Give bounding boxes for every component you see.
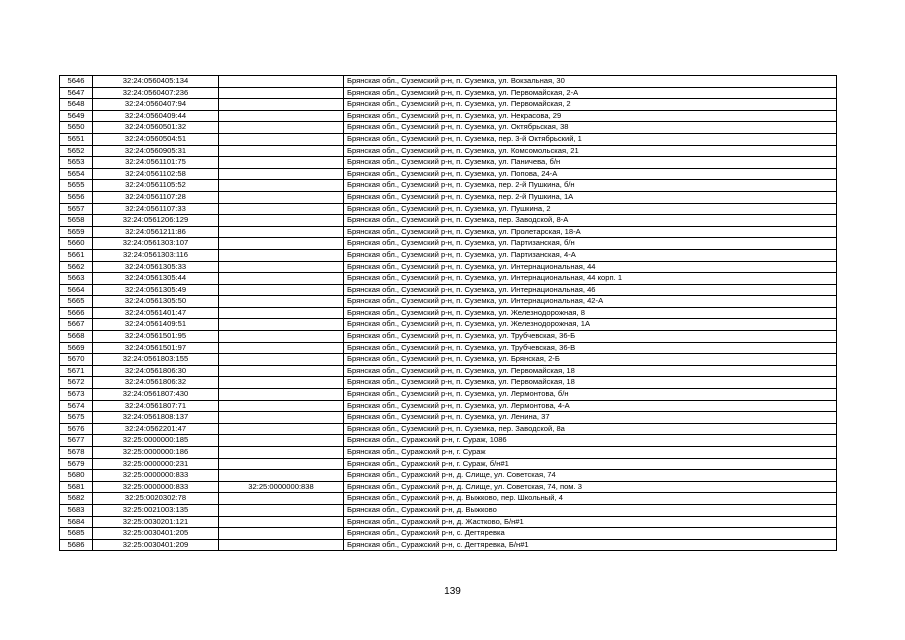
cadastral-number-cell: 32:24:0561807:430 [93, 389, 219, 401]
cadastral-number-cell: 32:24:0561807:71 [93, 400, 219, 412]
table-row [60, 412, 837, 424]
address-cell: Брянская обл., Суземский р-н, п. Суземка, пер. 3-й Октябрьский, 1 [344, 133, 837, 145]
row-number-cell: 5684 [60, 516, 93, 528]
related-cadastral-cell [219, 342, 344, 354]
related-cadastral-cell [219, 423, 344, 435]
cadastral-number-cell: 32:24:0561303:107 [93, 238, 219, 250]
address-cell: Брянская обл., Суражский р-н, г. Сураж [344, 447, 837, 459]
page-number: 139 [444, 586, 461, 597]
cadastral-number-cell: 32:25:0000000:231 [93, 458, 219, 470]
address-cell: Брянская обл., Суражский р-н, д. Выжково [344, 504, 837, 516]
row-number-cell: 5654 [60, 168, 93, 180]
row-number-cell: 5667 [60, 319, 93, 331]
table-row [60, 122, 837, 134]
related-cadastral-cell [219, 389, 344, 401]
row-number-cell: 5655 [60, 180, 93, 192]
row-number-cell: 5679 [60, 458, 93, 470]
related-cadastral-cell [219, 110, 344, 122]
row-number-cell: 5665 [60, 296, 93, 308]
table-row [60, 296, 837, 308]
row-number-cell: 5669 [60, 342, 93, 354]
row-number-cell: 5664 [60, 284, 93, 296]
related-cadastral-cell [219, 435, 344, 447]
address-cell: Брянская обл., Суземский р-н, п. Суземка, ул. Интернациональная, 46 [344, 284, 837, 296]
related-cadastral-cell [219, 296, 344, 308]
row-number-cell: 5653 [60, 157, 93, 169]
address-cell: Брянская обл., Суземский р-н, п. Суземка, ул. Интернациональная, 44 корп. 1 [344, 273, 837, 285]
related-cadastral-cell [219, 447, 344, 459]
row-number-cell: 5685 [60, 528, 93, 540]
address-cell: Брянская обл., Суземский р-н, п. Суземка, ул. Партизанская, 4-А [344, 249, 837, 261]
table-row [60, 435, 837, 447]
table-row [60, 504, 837, 516]
related-cadastral-cell [219, 319, 344, 331]
cadastral-number-cell: 32:25:0030401:205 [93, 528, 219, 540]
related-cadastral-cell [219, 122, 344, 134]
table-row [60, 110, 837, 122]
address-cell: Брянская обл., Суземский р-н, п. Суземка, ул. Первомайская, 18 [344, 377, 837, 389]
related-cadastral-cell [219, 377, 344, 389]
row-number-cell: 5656 [60, 191, 93, 203]
related-cadastral-cell [219, 516, 344, 528]
cadastral-number-cell: 32:24:0560407:94 [93, 99, 219, 111]
address-cell: Брянская обл., Суземский р-н, п. Суземка, ул. Первомайская, 18 [344, 365, 837, 377]
table-row [60, 284, 837, 296]
table-row [60, 226, 837, 238]
address-cell: Брянская обл., Суземский р-н, п. Суземка, пер. Заводской, 8-А [344, 215, 837, 227]
table-row [60, 481, 837, 493]
address-cell: Брянская обл., Суземский р-н, п. Суземка, ул. Попова, 24-А [344, 168, 837, 180]
address-cell: Брянская обл., Суражский р-н, д. Слище, ул. Советская, 74 [344, 470, 837, 482]
related-cadastral-cell [219, 470, 344, 482]
row-number-cell: 5647 [60, 87, 93, 99]
address-cell: Брянская обл., Суземский р-н, п. Суземка, пер. 2-й Пушкина, 1А [344, 191, 837, 203]
table-row [60, 133, 837, 145]
related-cadastral-cell [219, 528, 344, 540]
row-number-cell: 5662 [60, 261, 93, 273]
cadastral-number-cell: 32:24:0561803:155 [93, 354, 219, 366]
table-row [60, 354, 837, 366]
table-row [60, 458, 837, 470]
row-number-cell: 5680 [60, 470, 93, 482]
cadastral-number-cell: 32:25:0030201:121 [93, 516, 219, 528]
row-number-cell: 5663 [60, 273, 93, 285]
row-number-cell: 5651 [60, 133, 93, 145]
related-cadastral-cell [219, 331, 344, 343]
row-number-cell: 5658 [60, 215, 93, 227]
address-cell: Брянская обл., Суземский р-н, п. Суземка, ул. Интернациональная, 44 [344, 261, 837, 273]
table-row [60, 76, 837, 88]
cadastral-number-cell: 32:24:0561211:86 [93, 226, 219, 238]
table-row [60, 319, 837, 331]
related-cadastral-cell [219, 249, 344, 261]
cadastral-number-cell: 32:24:0561305:50 [93, 296, 219, 308]
cadastral-number-cell: 32:24:0561305:44 [93, 273, 219, 285]
row-number-cell: 5670 [60, 354, 93, 366]
property-table [59, 75, 837, 551]
cadastral-number-cell: 32:25:0000000:185 [93, 435, 219, 447]
address-cell: Брянская обл., Суражский р-н, г. Сураж, 1086 [344, 435, 837, 447]
row-number-cell: 5666 [60, 307, 93, 319]
table-row [60, 400, 837, 412]
row-number-cell: 5660 [60, 238, 93, 250]
row-number-cell: 5648 [60, 99, 93, 111]
address-cell: Брянская обл., Суражский р-н, д. Жастково, Б/н#1 [344, 516, 837, 528]
related-cadastral-cell [219, 238, 344, 250]
row-number-cell: 5683 [60, 504, 93, 516]
address-cell: Брянская обл., Суземский р-н, п. Суземка, ул. Ленина, 37 [344, 412, 837, 424]
table-row [60, 342, 837, 354]
related-cadastral-cell [219, 226, 344, 238]
related-cadastral-cell [219, 539, 344, 551]
address-cell: Брянская обл., Суражский р-н, г. Сураж, б/н#1 [344, 458, 837, 470]
address-cell: Брянская обл., Суземский р-н, п. Суземка, ул. Трубчевская, 36-В [344, 342, 837, 354]
table-row [60, 389, 837, 401]
cadastral-number-cell: 32:25:0021003:135 [93, 504, 219, 516]
row-number-cell: 5659 [60, 226, 93, 238]
cadastral-number-cell: 32:24:0561107:33 [93, 203, 219, 215]
table-row [60, 539, 837, 551]
related-cadastral-cell [219, 284, 344, 296]
row-number-cell: 5682 [60, 493, 93, 505]
cadastral-number-cell: 32:24:0561101:75 [93, 157, 219, 169]
table-row [60, 157, 837, 169]
cadastral-number-cell: 32:24:0561501:97 [93, 342, 219, 354]
row-number-cell: 5674 [60, 400, 93, 412]
cadastral-number-cell: 32:24:0561305:33 [93, 261, 219, 273]
cadastral-number-cell: 32:25:0000000:833 [93, 481, 219, 493]
address-cell: Брянская обл., Суземский р-н, п. Суземка, ул. Железнодорожная, 1А [344, 319, 837, 331]
cadastral-number-cell: 32:24:0561305:49 [93, 284, 219, 296]
cadastral-number-cell: 32:24:0561808:137 [93, 412, 219, 424]
related-cadastral-cell [219, 191, 344, 203]
table-row [60, 516, 837, 528]
table-row [60, 307, 837, 319]
cadastral-number-cell: 32:24:0561806:30 [93, 365, 219, 377]
row-number-cell: 5675 [60, 412, 93, 424]
table-row [60, 87, 837, 99]
related-cadastral-cell [219, 365, 344, 377]
address-cell: Брянская обл., Суземский р-н, п. Суземка, ул. Вокзальная, 30 [344, 76, 837, 88]
address-cell: Брянская обл., Суземский р-н, п. Суземка, ул. Паничева, б/н [344, 157, 837, 169]
address-cell: Брянская обл., Суземский р-н, п. Суземка, ул. Первомайская, 2-А [344, 87, 837, 99]
related-cadastral-cell [219, 307, 344, 319]
related-cadastral-cell [219, 493, 344, 505]
address-cell: Брянская обл., Суземский р-н, п. Суземка, ул. Интернациональная, 42-А [344, 296, 837, 308]
row-number-cell: 5652 [60, 145, 93, 157]
row-number-cell: 5676 [60, 423, 93, 435]
cadastral-number-cell: 32:24:0560504:51 [93, 133, 219, 145]
related-cadastral-cell [219, 458, 344, 470]
table-row [60, 365, 837, 377]
address-cell: Брянская обл., Суземский р-н, п. Суземка, ул. Комсомольская, 21 [344, 145, 837, 157]
related-cadastral-cell [219, 400, 344, 412]
table-row [60, 191, 837, 203]
related-cadastral-cell [219, 203, 344, 215]
cadastral-number-cell: 32:24:0561409:51 [93, 319, 219, 331]
related-cadastral-cell [219, 354, 344, 366]
related-cadastral-cell [219, 504, 344, 516]
cadastral-number-cell: 32:24:0562201:47 [93, 423, 219, 435]
address-cell: Брянская обл., Суземский р-н, п. Суземка, ул. Пушкина, 2 [344, 203, 837, 215]
cadastral-number-cell: 32:24:0561806:32 [93, 377, 219, 389]
row-number-cell: 5661 [60, 249, 93, 261]
row-number-cell: 5678 [60, 447, 93, 459]
related-cadastral-cell [219, 133, 344, 145]
cadastral-number-cell: 32:24:0560501:32 [93, 122, 219, 134]
table-row [60, 249, 837, 261]
table-row [60, 377, 837, 389]
cadastral-number-cell: 32:24:0561206:129 [93, 215, 219, 227]
address-cell: Брянская обл., Суражский р-н, д. Выжково, пер. Школьный, 4 [344, 493, 837, 505]
cadastral-number-cell: 32:24:0560405:134 [93, 76, 219, 88]
address-cell: Брянская обл., Суражский р-н, с. Дегтяревка [344, 528, 837, 540]
table-row [60, 99, 837, 111]
related-cadastral-cell [219, 76, 344, 88]
row-number-cell: 5672 [60, 377, 93, 389]
related-cadastral-cell [219, 157, 344, 169]
cadastral-number-cell: 32:24:0561105:52 [93, 180, 219, 192]
table-row [60, 238, 837, 250]
related-cadastral-cell [219, 412, 344, 424]
address-cell: Брянская обл., Суземский р-н, п. Суземка, ул. Октябрьская, 38 [344, 122, 837, 134]
cadastral-number-cell: 32:24:0560905:31 [93, 145, 219, 157]
table-row [60, 528, 837, 540]
related-cadastral-cell [219, 215, 344, 227]
address-cell: Брянская обл., Суземский р-н, п. Суземка, ул. Трубчевская, 36-Б [344, 331, 837, 343]
table-row [60, 145, 837, 157]
cadastral-number-cell: 32:24:0561102:58 [93, 168, 219, 180]
related-cadastral-cell [219, 168, 344, 180]
row-number-cell: 5646 [60, 76, 93, 88]
address-cell: Брянская обл., Суражский р-н, с. Дегтяревка, Б/н#1 [344, 539, 837, 551]
table-row [60, 447, 837, 459]
related-cadastral-cell: 32:25:0000000:838 [219, 481, 344, 493]
address-cell: Брянская обл., Суземский р-н, п. Суземка, ул. Первомайская, 2 [344, 99, 837, 111]
related-cadastral-cell [219, 273, 344, 285]
row-number-cell: 5649 [60, 110, 93, 122]
cadastral-number-cell: 32:25:0030401:209 [93, 539, 219, 551]
related-cadastral-cell [219, 261, 344, 273]
row-number-cell: 5673 [60, 389, 93, 401]
table-row [60, 168, 837, 180]
address-cell: Брянская обл., Суземский р-н, п. Суземка, ул. Некрасова, 29 [344, 110, 837, 122]
cadastral-number-cell: 32:24:0561303:116 [93, 249, 219, 261]
cadastral-number-cell: 32:24:0561107:28 [93, 191, 219, 203]
address-cell: Брянская обл., Суземский р-н, п. Суземка, пер. 2-й Пушкина, б/н [344, 180, 837, 192]
address-cell: Брянская обл., Суземский р-н, п. Суземка, ул. Лермонтова, б/н [344, 389, 837, 401]
address-cell: Брянская обл., Суражский р-н, д. Слище, ул. Советская, 74, пом. 3 [344, 481, 837, 493]
address-cell: Брянская обл., Суземский р-н, п. Суземка, ул. Пролетарская, 18-А [344, 226, 837, 238]
related-cadastral-cell [219, 145, 344, 157]
address-cell: Брянская обл., Суземский р-н, п. Суземка, ул. Партизанская, б/н [344, 238, 837, 250]
address-cell: Брянская обл., Суземский р-н, п. Суземка, ул. Железнодорожная, 8 [344, 307, 837, 319]
row-number-cell: 5657 [60, 203, 93, 215]
cadastral-number-cell: 32:25:0000000:833 [93, 470, 219, 482]
address-cell: Брянская обл., Суземский р-н, п. Суземка, пер. Заводской, 8а [344, 423, 837, 435]
related-cadastral-cell [219, 87, 344, 99]
property-table-body [60, 76, 837, 551]
table-row [60, 470, 837, 482]
row-number-cell: 5668 [60, 331, 93, 343]
table-row [60, 423, 837, 435]
cadastral-number-cell: 32:24:0561401:47 [93, 307, 219, 319]
row-number-cell: 5686 [60, 539, 93, 551]
cadastral-number-cell: 32:24:0560409:44 [93, 110, 219, 122]
table-row [60, 215, 837, 227]
row-number-cell: 5677 [60, 435, 93, 447]
row-number-cell: 5650 [60, 122, 93, 134]
table-row [60, 203, 837, 215]
cadastral-number-cell: 32:25:0020302:78 [93, 493, 219, 505]
table-row [60, 273, 837, 285]
related-cadastral-cell [219, 180, 344, 192]
table-row [60, 180, 837, 192]
cadastral-number-cell: 32:25:0000000:186 [93, 447, 219, 459]
table-row [60, 493, 837, 505]
table-row [60, 331, 837, 343]
row-number-cell: 5671 [60, 365, 93, 377]
cadastral-number-cell: 32:24:0560407:236 [93, 87, 219, 99]
address-cell: Брянская обл., Суземский р-н, п. Суземка, ул. Брянская, 2-Б [344, 354, 837, 366]
table-row [60, 261, 837, 273]
related-cadastral-cell [219, 99, 344, 111]
row-number-cell: 5681 [60, 481, 93, 493]
cadastral-number-cell: 32:24:0561501:95 [93, 331, 219, 343]
address-cell: Брянская обл., Суземский р-н, п. Суземка, ул. Лермонтова, 4-А [344, 400, 837, 412]
